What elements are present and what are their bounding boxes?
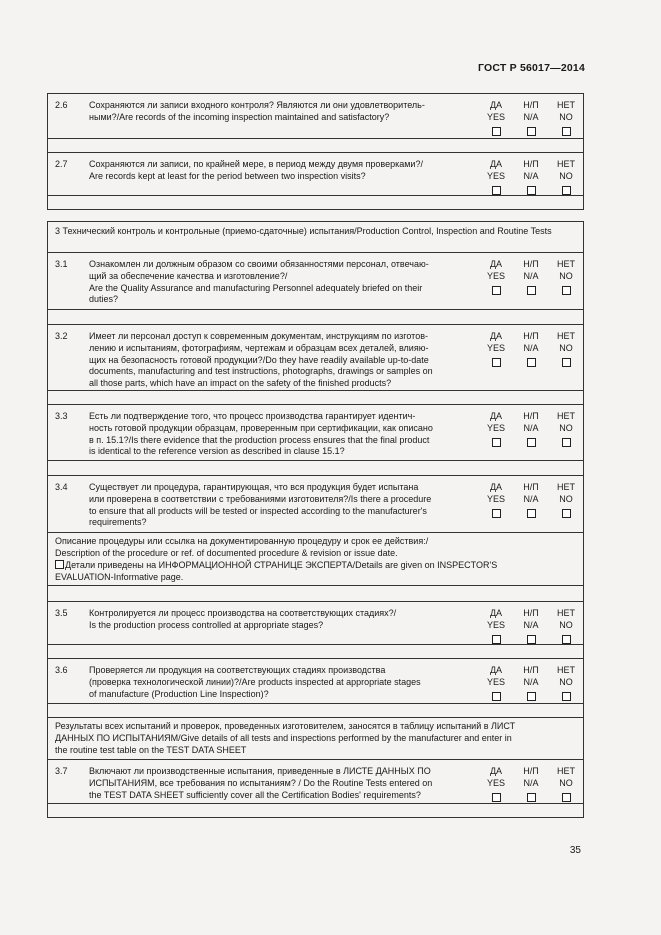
option-no-label-ru: НЕТ — [557, 411, 575, 421]
question-text: Имеет ли персонал доступ к современным документам, инструкциям по изготов- лению и испытаниям, фотографиям, чертежам и образцам всех деталей, влияю- щих на безопасность готовой продукции?/Do they have readily available up-to-date documents, manufacturing and test instructions, photographs, drawings or samples on all those parts, which have an impact on the safety of the finished products? — [89, 331, 433, 389]
section-title: 3 Технический контроль и контрольные (приемо-сдаточные) испытания/Production Control, Inspection and Routine Tests — [55, 226, 552, 236]
option-na-label-en: N/A — [523, 111, 539, 122]
option-yes-checkbox[interactable] — [492, 793, 501, 802]
option-na — [513, 482, 549, 518]
details-checkbox[interactable] — [55, 560, 64, 569]
option-yes — [478, 100, 514, 136]
option-no-checkbox[interactable] — [562, 127, 571, 136]
question-3-3 — [48, 405, 583, 461]
option-no-checkbox[interactable] — [562, 692, 571, 701]
option-na-checkbox[interactable] — [527, 509, 536, 518]
question-3-1 — [48, 253, 583, 310]
results-note — [48, 718, 583, 760]
option-yes-checkbox[interactable] — [492, 358, 501, 367]
option-na-label-en: N/A — [523, 676, 539, 687]
option-na-label-en: N/A — [523, 493, 539, 504]
option-yes-label-ru: ДА — [489, 482, 503, 492]
option-yes — [478, 331, 514, 367]
option-na-label-en: N/A — [523, 777, 539, 788]
spacer-row — [48, 461, 583, 476]
option-yes-label-ru: ДА — [489, 159, 503, 169]
option-no-checkbox[interactable] — [562, 793, 571, 802]
option-no — [548, 100, 584, 136]
option-na-label-en: N/A — [523, 422, 539, 433]
option-na — [513, 411, 549, 447]
option-yes-label-en: YES — [486, 342, 505, 353]
question-text: Есть ли подтверждение того, что процесс производства гарантирует идентич- ность готовой продукции образцам, проверенным при сертификации, как описано в п. 15.1?/Is there evidence that the production process ensures that the final product is identical to the reference version as described in clause 15.1? — [89, 411, 433, 457]
question-number: 3.4 — [55, 482, 68, 492]
option-yes-label-en: YES — [486, 777, 505, 788]
question-text: Включают ли производственные испытания, приведенные в ЛИСТЕ ДАННЫХ ПО ИСПЫТАНИЯМ, все требования по испытаниям? / Do the Routine Tests entered on the TEST DATA SHEET sufficiently cover all the Certification Bodies' requirements? — [89, 766, 433, 800]
option-no-label-en: NO — [559, 422, 573, 433]
question-text: Сохраняются ли записи, по крайней мере, в период между двумя проверками?/ Are records kept at least for the period between two inspection visits? — [89, 159, 423, 181]
question-number: 3.3 — [55, 411, 68, 421]
question-number: 3.2 — [55, 331, 68, 341]
option-na-label-ru: Н/П — [523, 159, 539, 169]
question-number: 2.7 — [55, 159, 68, 169]
question-text: Контролируется ли процесс производства на соответствующих стадиях?/ Is the production process controlled at appropriate stages? — [89, 608, 397, 630]
option-na-label-ru: Н/П — [523, 608, 539, 618]
page-number: 35 — [569, 845, 581, 856]
option-yes-label-en: YES — [486, 111, 505, 122]
option-na-checkbox[interactable] — [527, 692, 536, 701]
option-no-label-ru: НЕТ — [557, 159, 575, 169]
option-yes-checkbox[interactable] — [492, 692, 501, 701]
option-na-label-ru: Н/П — [523, 482, 539, 492]
spacer-row — [48, 804, 583, 818]
option-yes-label-ru: ДА — [489, 766, 503, 776]
standard-number: ГОСТ Р 56017—2014 — [477, 62, 585, 74]
option-yes-checkbox[interactable] — [492, 127, 501, 136]
option-no-label-ru: НЕТ — [557, 665, 575, 675]
option-na-checkbox[interactable] — [527, 635, 536, 644]
option-no-label-en: NO — [559, 493, 573, 504]
question-3-2 — [48, 325, 583, 391]
option-na — [513, 100, 549, 136]
option-na-label-en: N/A — [523, 270, 539, 281]
option-no-label-ru: НЕТ — [557, 766, 575, 776]
question-number: 2.6 — [55, 100, 68, 110]
option-no-label-ru: НЕТ — [557, 100, 575, 110]
spacer-row — [48, 310, 583, 325]
option-no-checkbox[interactable] — [562, 438, 571, 447]
question-number: 3.7 — [55, 766, 68, 776]
option-yes-label-ru: ДА — [489, 100, 503, 110]
option-na-checkbox[interactable] — [527, 793, 536, 802]
option-na-checkbox[interactable] — [527, 358, 536, 367]
option-yes-label-en: YES — [486, 493, 505, 504]
option-yes-label-ru: ДА — [489, 411, 503, 421]
option-na — [513, 331, 549, 367]
option-yes-label-ru: ДА — [489, 665, 503, 675]
option-no-checkbox[interactable] — [562, 509, 571, 518]
option-na-checkbox[interactable] — [527, 286, 536, 295]
procedure-description-text: Описание процедуры или ссылка на документированную процедуру и срок ее действия:/ Description of the procedure or ref. of documented procedure & revision or issue date. — [55, 536, 429, 558]
option-no-label-en: NO — [559, 111, 573, 122]
option-na-label-en: N/A — [523, 170, 539, 181]
option-no — [548, 331, 584, 367]
option-no-label-ru: НЕТ — [557, 259, 575, 269]
option-na-label-en: N/A — [523, 342, 539, 353]
spacer-row — [48, 196, 583, 210]
option-na-label-en: N/A — [523, 619, 539, 630]
details-note — [55, 560, 575, 584]
results-note-text: Результаты всех испытаний и проверок, проведенных изготовителем, заносятся в таблицу испытаний в ЛИСТ ДАННЫХ ПО ИСПЫТАНИЯМ/Give details of all tests and inspections performed by the manufacturer and enter in the routine test table on the TEST DATA SHEET — [55, 721, 516, 755]
option-no-label-en: NO — [559, 619, 573, 630]
question-number: 3.6 — [55, 665, 68, 675]
option-no-checkbox[interactable] — [562, 286, 571, 295]
option-na — [513, 159, 549, 195]
option-yes-label-ru: ДА — [489, 259, 503, 269]
option-yes-checkbox[interactable] — [492, 438, 501, 447]
question-2-6 — [48, 93, 583, 139]
option-yes-checkbox[interactable] — [492, 286, 501, 295]
option-no-label-en: NO — [559, 342, 573, 353]
question-number: 3.5 — [55, 608, 68, 618]
option-na — [513, 259, 549, 295]
spacer-row — [48, 586, 583, 602]
question-text: Сохраняются ли записи входного контроля? Являются ли они удовлетворитель- ными?/Are records of the incoming inspection maintained and satisfactory? — [89, 100, 425, 122]
procedure-description — [48, 533, 583, 586]
option-no-label-en: NO — [559, 676, 573, 687]
option-yes — [478, 608, 514, 644]
option-no — [548, 411, 584, 447]
question-2-7 — [48, 153, 583, 196]
option-na-label-ru: Н/П — [523, 411, 539, 421]
option-na-label-ru: Н/П — [523, 766, 539, 776]
option-no — [548, 259, 584, 295]
option-yes-checkbox[interactable] — [492, 635, 501, 644]
spacer-row — [48, 139, 583, 153]
question-text: Существует ли процедура, гарантирующая, что вся продукция будет испытана или проверена в соответствии с требованиями изготовителя?/Is there a procedure to ensure that all products will be tested or inspected according to the manufacturer's requirements? — [89, 482, 432, 528]
option-no — [548, 608, 584, 644]
option-na-checkbox[interactable] — [527, 438, 536, 447]
question-text: Проверяется ли продукция на соответствующих стадиях производства (проверка технологической линии)?/Are products inspected at appropriate stages of manufacture (Production Line Inspection)? — [89, 665, 421, 699]
option-no-label-en: NO — [559, 777, 573, 788]
option-no-label-ru: НЕТ — [557, 331, 575, 341]
option-na — [513, 608, 549, 644]
option-yes — [478, 411, 514, 447]
spacer-row — [48, 391, 583, 405]
option-no — [548, 766, 584, 802]
option-yes — [478, 766, 514, 802]
option-yes-label-ru: ДА — [489, 608, 503, 618]
question-3-5 — [48, 602, 583, 645]
question-3-7 — [48, 760, 583, 804]
option-no — [548, 665, 584, 701]
option-no-checkbox[interactable] — [562, 358, 571, 367]
option-no-label-ru: НЕТ — [557, 482, 575, 492]
option-yes — [478, 159, 514, 195]
option-no — [548, 159, 584, 195]
option-yes — [478, 482, 514, 518]
option-na-label-ru: Н/П — [523, 331, 539, 341]
question-number: 3.1 — [55, 259, 68, 269]
option-no-label-en: NO — [559, 170, 573, 181]
option-no-label-en: NO — [559, 270, 573, 281]
details-note-text: Детали приведены на ИНФОРМАЦИОННОЙ СТРАНИЦЕ ЭКСПЕРТА/Details are given on INSPECTOR'S EVALUATION-Informative page. — [55, 560, 498, 582]
option-yes-label-ru: ДА — [489, 331, 503, 341]
option-na-checkbox[interactable] — [527, 186, 536, 195]
option-na-label-ru: Н/П — [523, 259, 539, 269]
section-3-heading — [48, 221, 583, 253]
option-yes-label-en: YES — [486, 422, 505, 433]
option-no-checkbox[interactable] — [562, 186, 571, 195]
question-3-4 — [48, 476, 583, 533]
option-yes-label-en: YES — [486, 170, 505, 181]
option-no — [548, 482, 584, 518]
option-na — [513, 665, 549, 701]
question-3-6 — [48, 659, 583, 704]
option-yes-label-en: YES — [486, 270, 505, 281]
option-na-label-ru: Н/П — [523, 100, 539, 110]
option-yes — [478, 259, 514, 295]
spacer-row — [48, 704, 583, 718]
checklist-table-1 — [47, 93, 584, 210]
option-yes-label-en: YES — [486, 676, 505, 687]
option-yes-checkbox[interactable] — [492, 186, 501, 195]
option-na-label-ru: Н/П — [523, 665, 539, 675]
option-yes-checkbox[interactable] — [492, 509, 501, 518]
option-na-checkbox[interactable] — [527, 127, 536, 136]
option-no-checkbox[interactable] — [562, 635, 571, 644]
checklist-table-2 — [47, 221, 584, 818]
option-na — [513, 766, 549, 802]
option-yes — [478, 665, 514, 701]
option-no-label-ru: НЕТ — [557, 608, 575, 618]
option-yes-label-en: YES — [486, 619, 505, 630]
spacer-row — [48, 645, 583, 659]
question-text: Ознакомлен ли должным образом со своими обязанностями персонал, отвечаю- щий за обеспечение качества и изготовление?/ Are the Quality Assurance and manufacturing Personnel adequately briefed on their duties? — [89, 259, 429, 305]
